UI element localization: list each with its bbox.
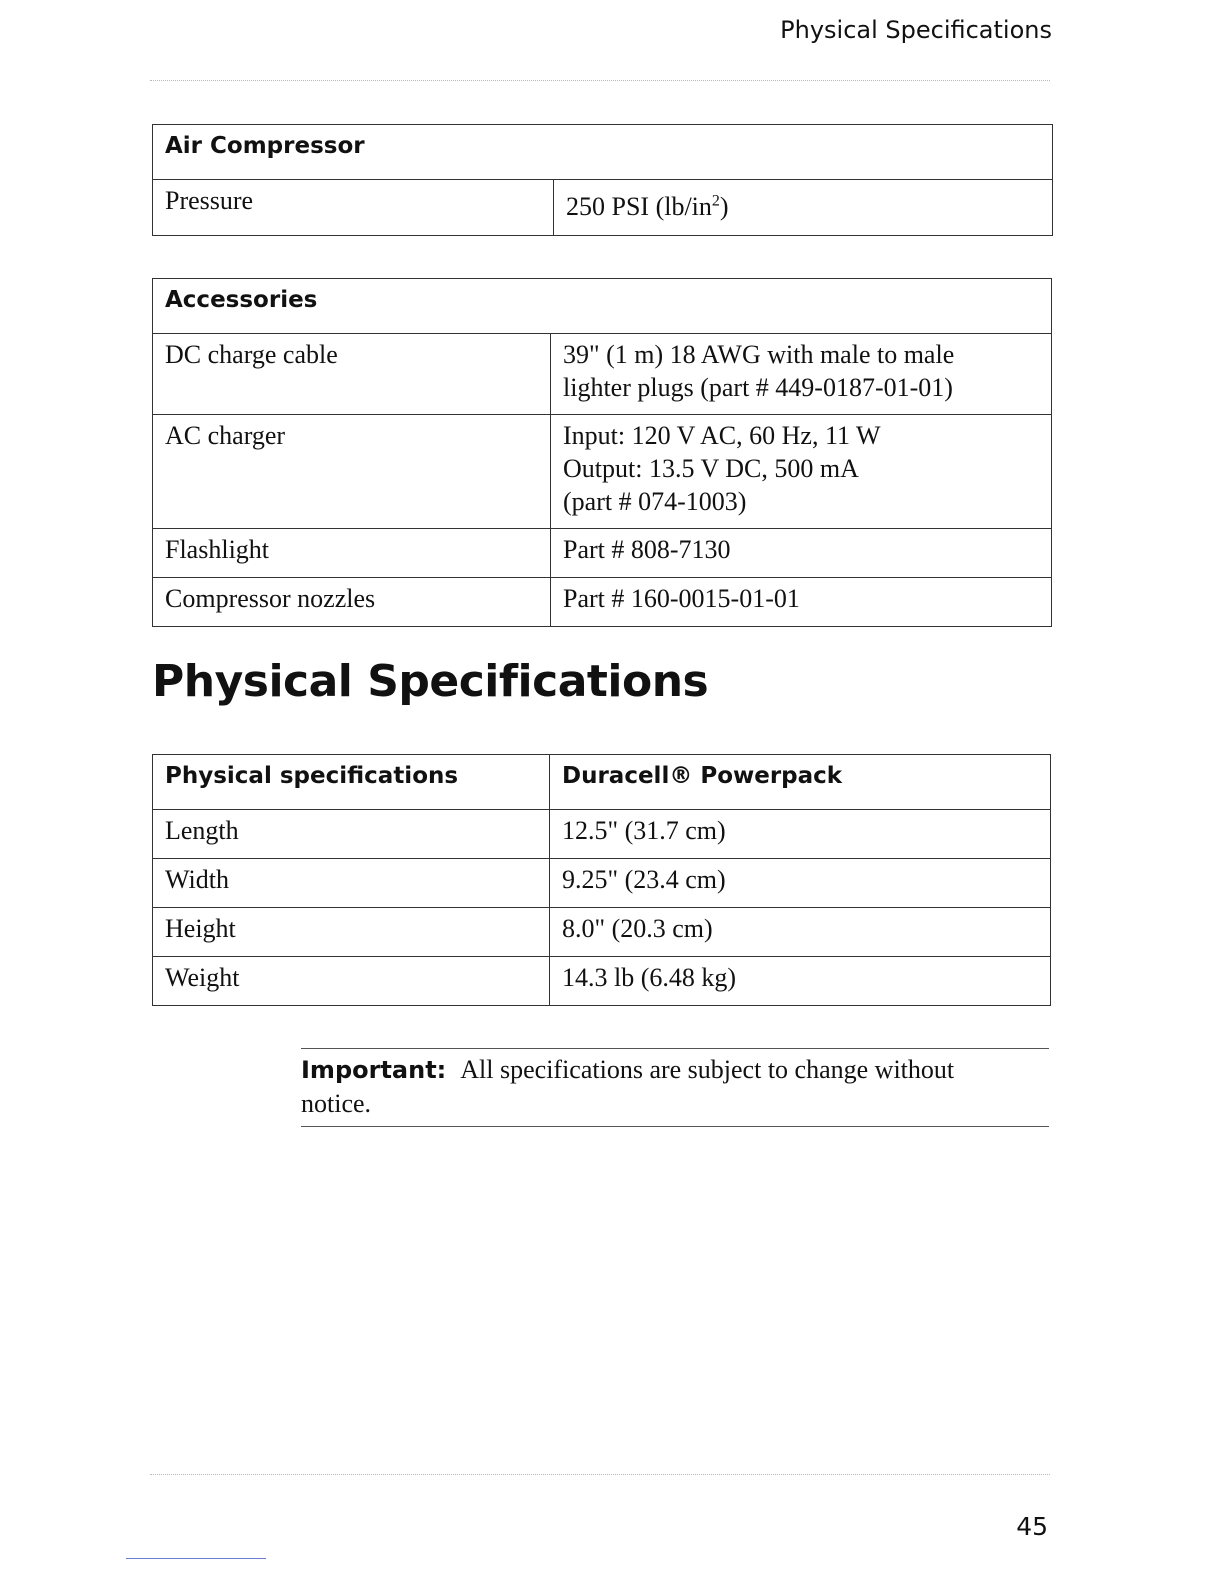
air-compressor-title: Air Compressor: [153, 125, 1053, 180]
row-value: 8.0" (20.3 cm): [550, 908, 1051, 957]
table-row: [153, 957, 1051, 1006]
table-row: [153, 334, 1052, 415]
table-row: [153, 415, 1052, 529]
important-note: [301, 1048, 1049, 1127]
table-row: [153, 180, 1053, 236]
superscript-exponent: 2: [711, 192, 720, 210]
value-line: 39" (1 m) 18 AWG with male to male: [563, 340, 955, 369]
row-value: 9.25" (23.4 cm): [550, 859, 1051, 908]
row-label: Width: [153, 859, 550, 908]
table-row: [153, 529, 1052, 578]
accessories-title: Accessories: [153, 279, 1052, 334]
table-row: [153, 859, 1051, 908]
air-compressor-table: [152, 124, 1053, 236]
column-header-spec: Physical specifications: [153, 755, 550, 810]
row-label: Compressor nozzles: [153, 578, 551, 627]
pressure-value: 250 PSI (lb/in: [566, 192, 712, 221]
note-line: [301, 1053, 1049, 1087]
row-value: [554, 180, 1053, 236]
row-label: DC charge cable: [153, 334, 551, 415]
row-value: [551, 415, 1052, 529]
value-line: Input: 120 V AC, 60 Hz, 11 W: [563, 421, 881, 450]
row-label: Flashlight: [153, 529, 551, 578]
value-line: (part # 074-1003): [563, 487, 747, 516]
note-line: notice.: [301, 1089, 372, 1118]
note-text: All specifications are subject to change without: [460, 1055, 955, 1084]
table-row: [153, 578, 1052, 627]
value-line: Output: 13.5 V DC, 500 mA: [563, 454, 859, 483]
table-row: [153, 810, 1051, 859]
row-label: AC charger: [153, 415, 551, 529]
row-value: 12.5" (31.7 cm): [550, 810, 1051, 859]
row-value: Part # 808-7130: [551, 529, 1052, 578]
pressure-value-end: ): [719, 192, 729, 221]
row-label: Length: [153, 810, 550, 859]
column-header-product: Duracell® Powerpack: [550, 755, 1051, 810]
row-label: Weight: [153, 957, 550, 1006]
running-header: Physical Specifications: [780, 16, 1052, 44]
row-value: [551, 334, 1052, 415]
row-label: Height: [153, 908, 550, 957]
row-label: Pressure: [153, 180, 554, 236]
row-value: 14.3 lb (6.48 kg): [550, 957, 1051, 1006]
section-title: Physical Specifications: [152, 656, 709, 707]
header-divider: [150, 80, 1050, 81]
row-value: Part # 160-0015-01-01: [551, 578, 1052, 627]
value-line: lighter plugs (part # 449-0187-01-01): [563, 373, 953, 402]
footer-divider: [150, 1474, 1050, 1475]
physical-specs-table: [152, 754, 1051, 1006]
note-label: Important:: [301, 1056, 447, 1084]
table-row: [153, 908, 1051, 957]
page-number: 45: [1016, 1512, 1048, 1541]
accessories-table: [152, 278, 1052, 627]
footer-mark: [126, 1558, 266, 1559]
